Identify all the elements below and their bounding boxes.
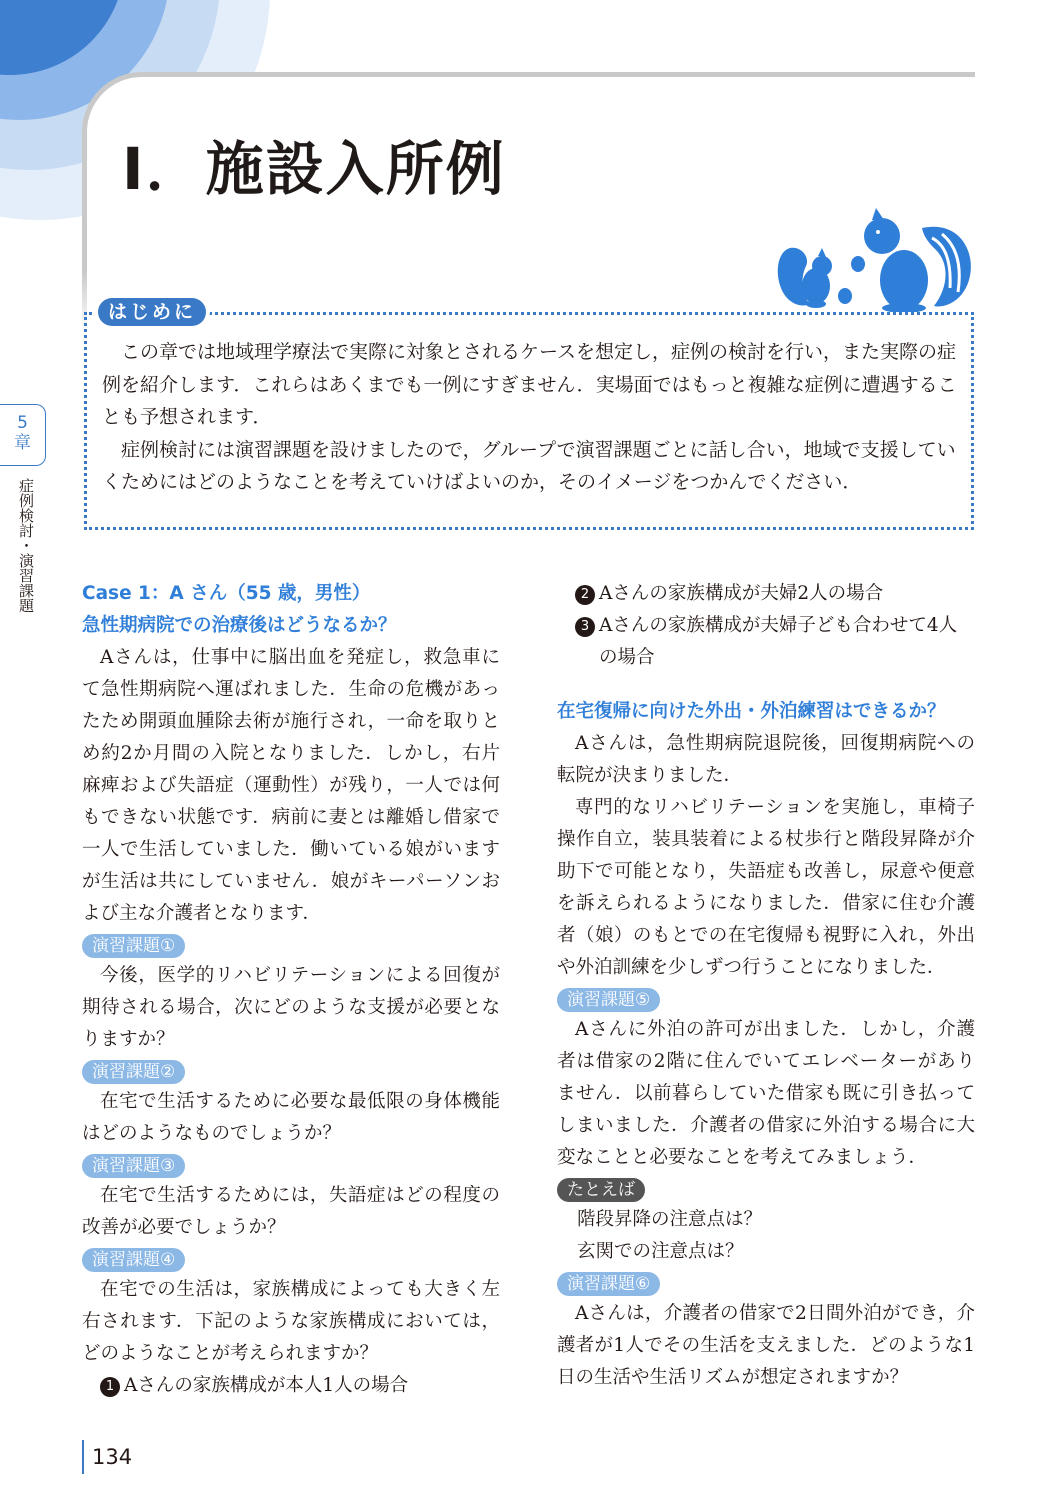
exercise-badge-5: 演習課題⑤ xyxy=(557,988,660,1012)
exercise-text-6: Aさんは，介護者の借家で2日間外泊ができ，介護者が1人でその生活を支えました．どのような1日の生活や生活リズムが想定されますか？ xyxy=(557,1303,975,1388)
intro-paragraph: この章では地域理学療法で実際に対象とされるケースを想定し，症例の検討を行い，また実際の症例を紹介します．これらはあくまでも一例にすぎません．実場面ではもっと複雑な症例に遭遇することも予想されます． xyxy=(102,341,957,428)
left-column xyxy=(82,578,500,1402)
chapter-tab xyxy=(0,404,46,466)
example-badge: たとえば xyxy=(557,1178,645,1202)
exercise-badge-4: 演習課題④ xyxy=(82,1248,185,1272)
item-number-2: 2 xyxy=(575,585,595,605)
section2-para1: Aさんは，急性期病院退院後，回復期病院への転院が決まりました． xyxy=(557,733,975,786)
page-number: 134 xyxy=(82,1440,132,1474)
right-column xyxy=(557,578,975,1394)
chapter-title: 症例検討・演習課題 xyxy=(17,478,35,613)
exercise-text-1: 今後，医学的リハビリテーションによる回復が期待される場合，次にどのような支援が必要となりますか？ xyxy=(82,965,500,1050)
family-item-text-2: Aさんの家族構成が夫婦2人の場合 xyxy=(599,583,884,604)
case-question: 急性期病院での治療後はどうなるか？ xyxy=(82,615,397,636)
section2-para2: 専門的なリハビリテーションを実施し，車椅子操作自立，装具装着による杖歩行と階段昇降が介助下で可能となり，失語症も改善し，尿意や便意を訴えられるようになりました．借家に住む介護者（娘）のもとでの在宅復帰も視野に入れ，外出や外泊訓練を少しずつ行うことになりました． xyxy=(557,797,975,978)
chapter-number: 5 xyxy=(17,413,28,433)
section2-heading: 在宅復帰に向けた外出・外泊練習はできるか？ xyxy=(557,701,946,722)
exercise-badge-1: 演習課題① xyxy=(82,934,185,958)
page-title: I．施設入所例 xyxy=(122,135,506,203)
case-title: Case 1：A さん（55 歳，男性） xyxy=(82,583,371,604)
exercise-badge-3: 演習課題③ xyxy=(82,1154,185,1178)
intro-label: はじめに xyxy=(98,298,206,326)
exercise-text-3: 在宅で生活するためには，失語症はどの程度の改善が必要でしょうか？ xyxy=(82,1185,500,1238)
family-item-2 xyxy=(557,578,975,610)
exercise-text-2: 在宅で生活するために必要な最低限の身体機能はどのようなものでしょうか？ xyxy=(82,1091,500,1144)
chapter-unit: 章 xyxy=(14,433,31,453)
example-item-2: 玄関での注意点は？ xyxy=(577,1241,744,1262)
example-item-1: 階段昇降の注意点は？ xyxy=(577,1209,763,1230)
case-body: Aさんは，仕事中に脳出血を発症し，救急車にて急性期病院へ運ばれました．生命の危機があったため開頭血腫除去術が施行され，一命を取りとめ約2か月間の入院となりました．しかし，右片麻痺および失語症（運動性）が残り，一人では何もできない状態です．病前に妻とは離婚し借家で一人で生活していました．働いている娘がいますが生活は共にしていません．娘がキーパーソンおよび主な介護者となります． xyxy=(82,647,500,924)
family-item-text-3: Aさんの家族構成が夫婦子ども合わせて4人の場合 xyxy=(599,615,958,668)
exercise-text-5: Aさんに外泊の許可が出ました．しかし，介護者は借家の2階に住んでいてエレベーターがありません．以前暮らしていた借家も既に引き払ってしまいました．介護者の借家に外泊する場合に大変なことと必要なことを考えてみましょう． xyxy=(557,1019,975,1168)
family-item-3 xyxy=(557,610,975,674)
intro-text xyxy=(102,336,962,499)
item-number-3: 3 xyxy=(575,617,595,637)
exercise-text-4: 在宅での生活は，家族構成によっても大きく左右されます．下記のような家族構成においては，どのようなことが考えられますか？ xyxy=(82,1279,500,1364)
intro-paragraph: 症例検討には演習課題を設けましたので，グループで演習課題ごとに話し合い，地域で支援していくためにはどのようなことを考えていけばよいのか，そのイメージをつかんでください． xyxy=(102,438,956,493)
family-item-1 xyxy=(82,1370,500,1402)
exercise-badge-6: 演習課題⑥ xyxy=(557,1272,660,1296)
squirrels-illustration xyxy=(772,208,977,312)
family-item-text-1: Aさんの家族構成が本人1人の場合 xyxy=(124,1375,409,1396)
item-number-1: 1 xyxy=(100,1377,120,1397)
exercise-badge-2: 演習課題② xyxy=(82,1060,185,1084)
